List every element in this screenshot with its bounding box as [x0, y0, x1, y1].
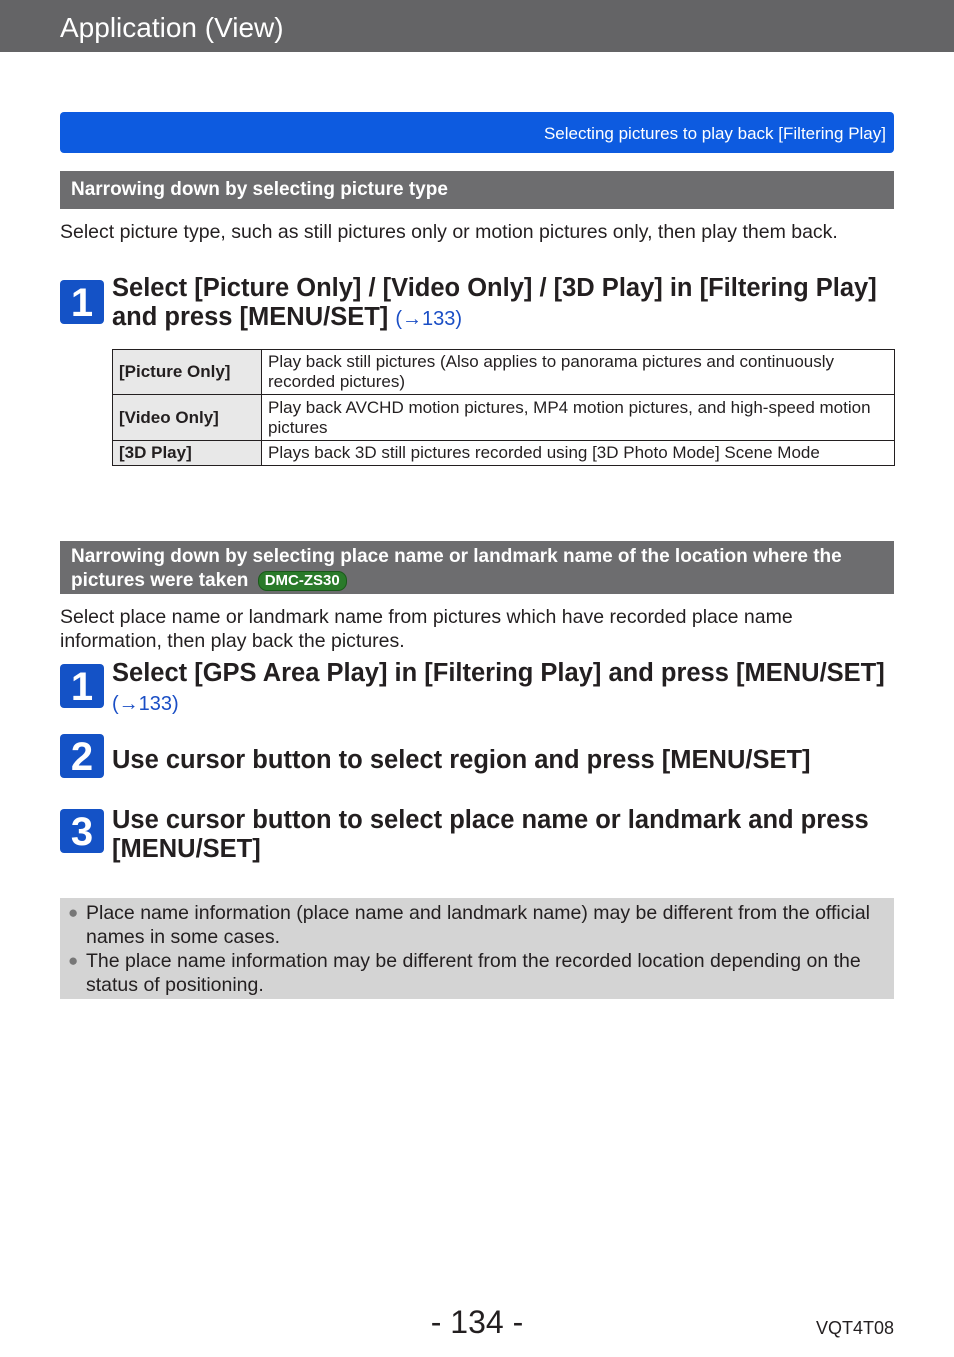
step-number-badge: 3 [60, 809, 104, 853]
section-heading-place-name [60, 541, 894, 594]
option-description: Plays back 3D still pictures recorded using [3D Photo Mode] Scene Mode [262, 441, 895, 466]
chapter-label: Selecting pictures to play back [Filtering Play] [543, 124, 886, 143]
table-row [113, 395, 895, 441]
step-instruction [112, 746, 902, 775]
chapter-banner [60, 112, 894, 153]
table-row [113, 441, 895, 466]
bullet-icon: ● [68, 951, 79, 970]
step-instruction [112, 806, 902, 864]
page-number: - 134 - [430, 1304, 524, 1340]
page-title: Application (View) [60, 12, 284, 43]
option-name: [Video Only] [113, 395, 262, 441]
step-instruction-text: Select [Picture Only] / [Video Only] / [3D Play] in [Filtering Play] and press [MENU/SET] [112, 274, 877, 331]
section-heading-text: Narrowing down by selecting picture type [71, 179, 448, 200]
option-name: [3D Play] [113, 441, 262, 466]
page-reference-link[interactable]: (→133) [395, 308, 463, 330]
document-code: VQT4T08 [815, 1318, 894, 1338]
step-number-badge: 2 [60, 734, 104, 778]
option-description: Play back AVCHD motion pictures, MP4 motion pictures, and high-speed motion pictures [262, 395, 895, 441]
option-description: Play back still pictures (Also applies to panorama pictures and continuously recorded pictures) [262, 350, 895, 395]
section-heading-picture-type [60, 171, 894, 209]
table-row [113, 350, 895, 395]
model-badge: DMC-ZS30 [258, 571, 347, 591]
note-item [68, 949, 886, 997]
note-text: The place name information may be different from the recorded location depending on the status of positioning. [86, 950, 861, 996]
step-number-badge: 1 [60, 664, 104, 708]
top-bar [0, 0, 954, 52]
option-name: [Picture Only] [113, 350, 262, 395]
step-instruction-text: Use cursor button to select region and press [MENU/SET] [112, 746, 811, 774]
step-instruction-text: Use cursor button to select place name or landmark and press [MENU/SET] [112, 806, 869, 863]
step-instruction [112, 659, 902, 719]
step-instruction-text: Select [GPS Area Play] in [Filtering Play] and press [MENU/SET] [112, 659, 885, 687]
filter-options-table [112, 349, 895, 466]
note-text: Place name information (place name and landmark name) may be different from the official names in some cases. [86, 902, 871, 948]
step-number-badge: 1 [60, 280, 104, 324]
bullet-icon: ● [68, 903, 79, 922]
section-heading-text: Narrowing down by selecting place name or landmark name of the location where the pictures were taken [71, 546, 842, 591]
section1-intro: Select picture type, such as still pictures only or motion pictures only, then play them back. [60, 221, 838, 243]
step-instruction [112, 274, 902, 334]
note-item [68, 901, 886, 949]
section2-intro: Select place name or landmark name from pictures which have recorded place name information, then play back the pictures. [60, 606, 793, 652]
notes-box [60, 898, 894, 999]
page-reference-link[interactable]: (→133) [112, 693, 179, 715]
